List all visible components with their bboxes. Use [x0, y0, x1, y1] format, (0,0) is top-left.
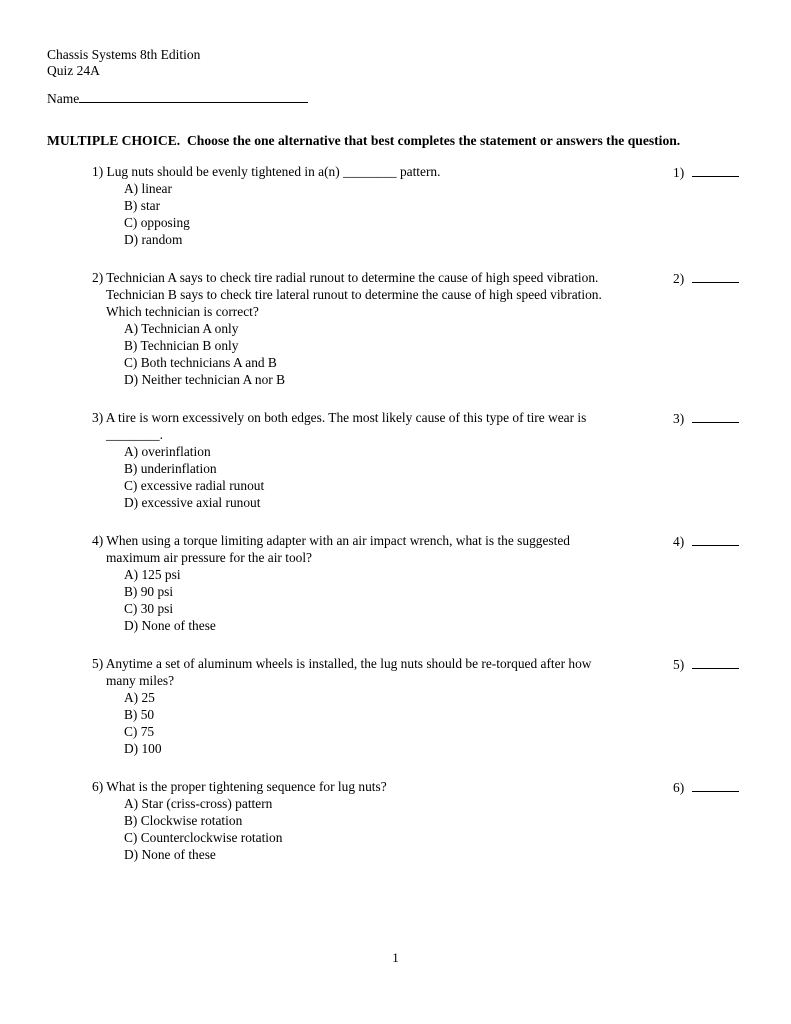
answer-number: 4) [673, 534, 685, 549]
answer-area [673, 655, 745, 673]
question-text-line: Lug nuts should be evenly tightened in a(n) ________ pattern. [106, 164, 441, 179]
question-number: 6) [92, 779, 107, 794]
answer-area [673, 269, 745, 287]
question-number: 3) [92, 410, 106, 425]
question-text-line: Technician A says to check tire radial runout to determine the cause of high speed vibration. [106, 270, 599, 285]
answer-choice: D) random [124, 232, 183, 247]
answer-choice: A) overinflation [124, 444, 211, 459]
answer-blank [692, 163, 739, 177]
document-header [47, 47, 200, 78]
question-extra-lines [106, 672, 664, 689]
page-footer [0, 950, 791, 966]
question-block [92, 655, 745, 757]
question-text-line: When using a torque limiting adapter with an air impact wrench, what is the suggested [106, 533, 570, 548]
answer-choice: B) Clockwise rotation [124, 813, 243, 828]
answer-choice: B) star [124, 198, 161, 213]
question-number: 2) [92, 270, 107, 285]
question-first-line [92, 269, 664, 286]
question-body [92, 409, 664, 511]
answer-choice: B) Technician B only [124, 338, 239, 353]
answer-choice: A) Star (criss-cross) pattern [124, 796, 273, 811]
question-text-line: Which technician is correct? [106, 304, 259, 319]
questions-list [92, 163, 745, 884]
answer-number: 2) [673, 271, 685, 286]
answer-choice: C) Counterclockwise rotation [124, 830, 283, 845]
answer-choice: C) 30 psi [124, 601, 174, 616]
question-block [92, 409, 745, 511]
question-extra-lines [106, 426, 664, 443]
answer-blank [692, 269, 739, 283]
instructions-text: MULTIPLE CHOICE. Choose the one alternative that best completes the statement or answers the question. [47, 133, 681, 148]
answer-blank [692, 655, 739, 669]
question-body [92, 778, 664, 863]
question-choices [124, 566, 664, 634]
answer-area [673, 163, 745, 181]
answer-choice: A) 125 psi [124, 567, 181, 582]
answer-choice: C) excessive radial runout [124, 478, 265, 493]
answer-choice: D) excessive axial runout [124, 495, 261, 510]
answer-choice: B) 50 [124, 707, 155, 722]
question-choices [124, 180, 664, 248]
question-block [92, 163, 745, 248]
answer-choice: C) opposing [124, 215, 190, 230]
question-choices [124, 795, 664, 863]
question-choices [124, 320, 664, 388]
answer-number: 5) [673, 657, 685, 672]
question-text-line: maximum air pressure for the air tool? [106, 550, 312, 565]
question-choices [124, 443, 664, 511]
question-body [92, 163, 664, 248]
question-extra-lines [106, 286, 664, 320]
question-first-line [92, 655, 664, 672]
question-text-line: Anytime a set of aluminum wheels is installed, the lug nuts should be re-torqued after how [105, 656, 592, 671]
answer-choice: D) Neither technician A nor B [124, 372, 286, 387]
answer-choice: D) None of these [124, 847, 216, 862]
answer-area [673, 778, 745, 796]
answer-choice: C) Both technicians A and B [124, 355, 277, 370]
answer-choice: D) 100 [124, 741, 162, 756]
answer-choice: B) 90 psi [124, 584, 174, 599]
question-first-line [92, 532, 664, 549]
answer-choice: C) 75 [124, 724, 155, 739]
question-text-line: What is the proper tightening sequence for lug nuts? [106, 779, 387, 794]
question-text-line: many miles? [106, 673, 175, 688]
question-first-line [92, 163, 664, 180]
question-body [92, 655, 664, 757]
answer-blank [692, 409, 739, 423]
question-body [92, 532, 664, 634]
page-number: 1 [392, 950, 399, 965]
question-number: 5) [92, 656, 106, 671]
name-row [47, 89, 308, 107]
answer-choice: A) Technician A only [124, 321, 239, 336]
question-block [92, 532, 745, 634]
answer-choice: A) linear [124, 181, 172, 196]
question-block [92, 269, 745, 388]
answer-choice: D) None of these [124, 618, 216, 633]
question-block [92, 778, 745, 863]
answer-number: 6) [673, 780, 685, 795]
answer-blank [692, 778, 739, 792]
question-body [92, 269, 664, 388]
name-label: Name [47, 91, 80, 106]
answer-blank [692, 532, 739, 546]
question-choices [124, 689, 664, 757]
question-text-line: ________. [106, 427, 163, 442]
answer-area [673, 409, 745, 427]
question-extra-lines [106, 549, 664, 566]
answer-number: 1) [673, 165, 685, 180]
answer-choice: A) 25 [124, 690, 155, 705]
answer-number: 3) [673, 411, 685, 426]
header-quiz-id: Quiz 24A [47, 62, 100, 78]
question-number: 1) [92, 164, 107, 179]
question-text-line: A tire is worn excessively on both edges. The most likely cause of this type of tire wear is [105, 410, 587, 425]
question-first-line [92, 778, 664, 795]
question-number: 4) [92, 533, 107, 548]
name-underline [79, 89, 308, 103]
answer-area [673, 532, 745, 550]
header-title: Chassis Systems 8th Edition [47, 47, 201, 62]
answer-choice: B) underinflation [124, 461, 217, 476]
question-text-line: Technician B says to check tire lateral runout to determine the cause of high speed vibration. [106, 287, 602, 302]
question-first-line [92, 409, 664, 426]
